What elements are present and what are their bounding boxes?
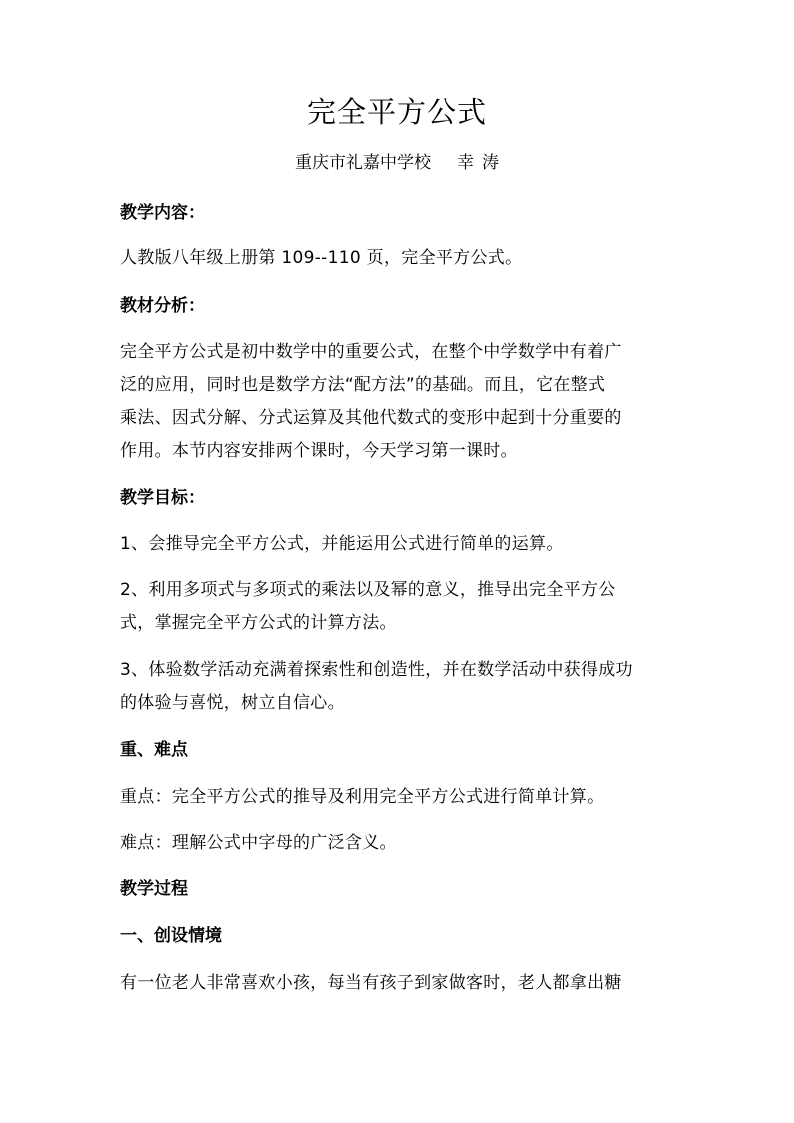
analysis-line-4: 作用。本节内容安排两个课时，今天学习第一课时。 <box>120 441 518 461</box>
analysis-line-1: 完全平方公式是初中数学中的重要公式，在整个中学数学中有着广 <box>120 342 622 362</box>
author-name-first: 幸 <box>457 153 474 173</box>
goal-2-line-2: 式，掌握完全平方公式的计算方法。 <box>120 613 397 633</box>
analysis-heading: 教材分析： <box>120 296 205 316</box>
goal-1: 1、会推导完全平方公式，并能运用公式进行简单的运算。 <box>120 534 564 554</box>
process-heading: 教学过程 <box>120 879 188 899</box>
step-one-heading: 一、创设情境 <box>120 926 222 946</box>
author-line <box>0 150 794 176</box>
analysis-line-2: 泛的应用，同时也是数学方法“配方法”的基础。而且，它在整式 <box>120 375 606 395</box>
goal-3-line-1: 3、体验数学活动充满着探索性和创造性，并在数学活动中获得成功 <box>120 660 633 680</box>
goal-2-line-1: 2、利用多项式与多项式的乘法以及幂的意义，推导出完全平方公 <box>120 580 616 600</box>
author-name-second: 涛 <box>482 153 499 173</box>
author-school: 重庆市礼嘉中学校 <box>295 153 431 173</box>
analysis-line-3: 乘法、因式分解、分式运算及其他代数式的变形中起到十分重要的 <box>120 408 622 428</box>
content-text: 人教版八年级上册第 109--110 页，完全平方公式。 <box>120 248 523 268</box>
key-heading: 重、难点 <box>120 740 188 760</box>
goal-3-line-2: 的体验与喜悦，树立自信心。 <box>120 693 345 713</box>
content-heading: 教学内容： <box>120 203 205 223</box>
key-point: 重点：完全平方公式的推导及利用完全平方公式进行简单计算。 <box>120 787 605 807</box>
difficult-point: 难点：理解公式中字母的广泛含义。 <box>120 833 397 853</box>
step-one-text: 有一位老人非常喜欢小孩，每当有孩子到家做客时，老人都拿出糖 <box>120 973 622 993</box>
page-title: 完全平方公式 <box>306 95 487 129</box>
goals-heading: 教学目标： <box>120 488 205 508</box>
